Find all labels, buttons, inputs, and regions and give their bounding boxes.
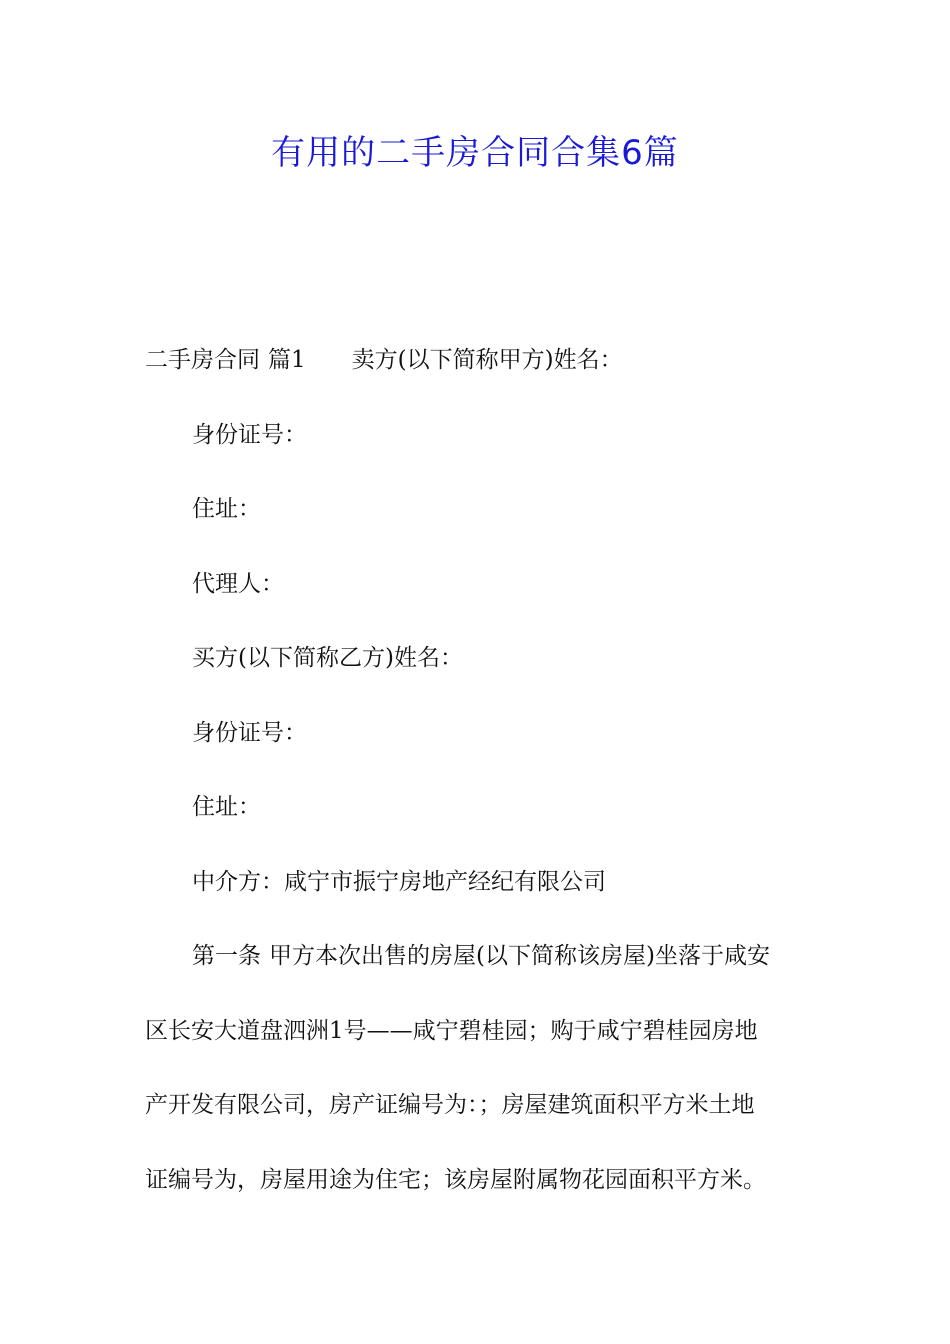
article-1-line-2: 区长安大道盘泗洲1号——咸宁碧桂园；购于咸宁碧桂园房地 xyxy=(145,1017,758,1044)
buyer-id-label: 身份证号： xyxy=(192,719,307,746)
seller-address-label: 住址： xyxy=(192,496,261,522)
article-1-line-4: 证编号为，房屋用途为住宅；该房屋附属物花园面积平方米。 xyxy=(145,1166,766,1193)
contract-heading: 二手房合同 xyxy=(145,347,260,373)
article-1-title: 第一条 xyxy=(192,943,261,969)
article-1-text: 甲方本次出售的房屋(以下简称该房屋)坐落于咸安 xyxy=(269,943,770,969)
buyer-name-label: 买方(以下简称乙方)姓名： xyxy=(192,645,463,671)
agent-label: 代理人： xyxy=(192,570,284,597)
contract-section-number: 篇1 xyxy=(268,347,306,373)
buyer-address-label: 住址： xyxy=(192,794,261,820)
document-title: 有用的二手房合同合集6篇 xyxy=(271,133,679,173)
contract-heading-line xyxy=(145,340,810,415)
article-1-line-1 xyxy=(145,936,810,1011)
seller-id-label: 身份证号： xyxy=(192,421,307,448)
contract-body xyxy=(145,340,810,1234)
article-1-line-3: 产开发有限公司，房产证编号为：；房屋建筑面积平方米土地 xyxy=(145,1092,755,1118)
intermediary-line: 中介方：咸宁市振宁房地产经纪有限公司 xyxy=(192,868,606,895)
seller-name-label: 卖方(以下简称甲方)姓名： xyxy=(351,347,623,373)
